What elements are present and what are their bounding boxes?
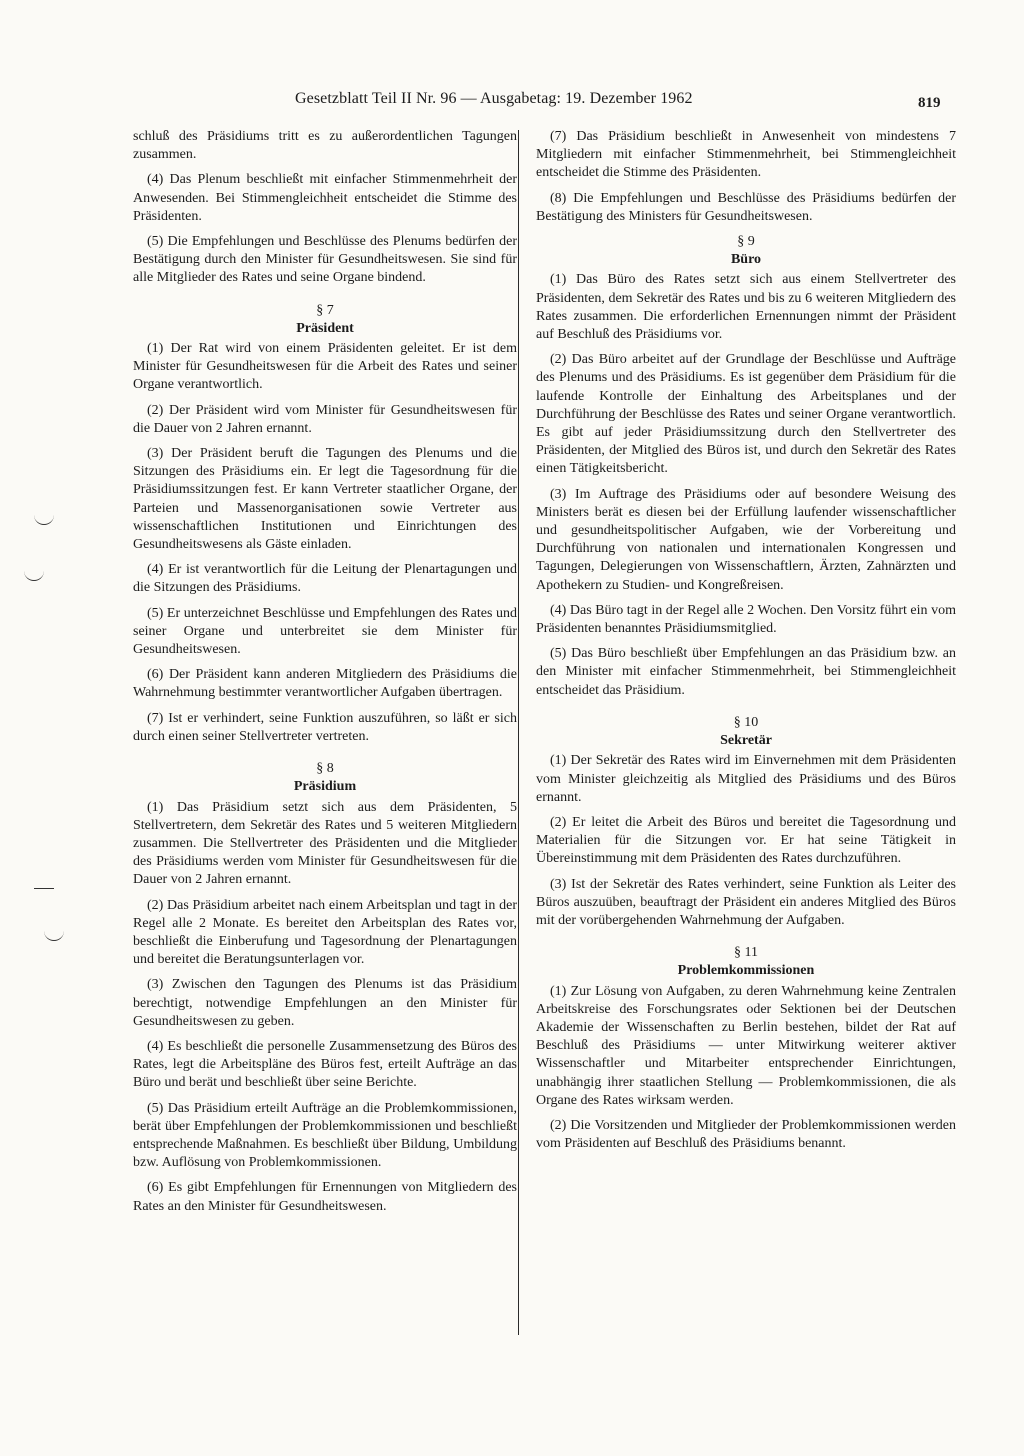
- paragraph: (2) Das Präsidium arbeitet nach einem Arbeitsplan und tagt in der Regel alle 2 Monate. Es bereitet den Arbeitsplan des Rates vor, beschließt die Einberufung und Tagesordnung der Plenartagungen und bereitet die Beratungsunterlagen vor.: [133, 897, 517, 968]
- section-title: Büro: [730, 252, 762, 268]
- paragraph: (2) Die Vorsitzenden und Mitglieder der Problemkommissionen werden vom Präsidenten auf Beschluß des Präsidiums benannt.: [536, 1117, 956, 1152]
- section-title: Problemkommissionen: [677, 963, 815, 979]
- paragraph: (3) Der Präsident beruft die Tagungen des Plenums und die Sitzungen des Präsidiums ein. Er legt die Tagesordnung für die Präsidiumssitzungen fest. Er kann Vertreter staatlicher Organe, der Parteien und Massenorganisationen sowie Vertreter aus wissenschaftlichen Institutionen und Einrichtungen des Gesundheitswesens als Gäste einladen.: [133, 446, 517, 553]
- paragraph: (5) Die Empfehlungen und Beschlüsse des Plenums bedürfen der Bestätigung durch den Minister für Gesundheitswesen. Sie sind für alle Mitglieder des Rates und seine Organe bindend.: [133, 234, 517, 286]
- paragraph: (4) Er ist verantwortlich für die Leitung der Plenartagungen und die Sitzungen des Präsidiums.: [133, 562, 517, 596]
- paragraph: (6) Es gibt Empfehlungen für Ernennungen von Mitgliedern des Rates an den Minister für Gesundheitswesen.: [133, 1180, 517, 1214]
- paragraph: (3) Ist der Sekretär des Rates verhindert, seine Funktion als Leiter des Büros auszuüben, beauftragt der Präsident ein anderes Mitglied des Büros mit der vorübergehenden Wahrnehmung der Aufgaben.: [536, 876, 956, 928]
- paragraph: (6) Der Präsident kann anderen Mitgliedern des Präsidiums die Wahrnehmung bestimmter verantwortlicher Aufgaben übertragen.: [133, 667, 517, 701]
- section-title: Präsidium: [293, 779, 357, 795]
- paragraph: (4) Das Plenum beschließt mit einfacher Stimmenmehrheit der Anwesenden. Bei Stimmengleichheit entscheidet die Stimme des Präsidenten.: [133, 172, 517, 224]
- section-number: § 8: [316, 761, 334, 777]
- paragraph: (3) Zwischen den Tagungen des Plenums ist das Präsidium berechtigt, notwendige Empfehlungen an den Minister für Gesundheitswesen zu geben.: [133, 977, 517, 1029]
- paragraph: (3) Im Auftrage des Präsidiums oder auf besondere Weisung des Ministers berät es diesen bei der Erfüllung laufender wissenschaftlicher und gesundheitspolitischer Aufgaben, wie der Vorbereitung und Durchführung von nationalen und internationalen Kongressen und Tagungen, Delegierungen von Wissenschaftlern, Ärzten, Zahnärzten und Apothekern zu Studien- und Kongreßreisen.: [536, 486, 956, 593]
- column-divider: [518, 130, 519, 1335]
- margin-mark: [34, 884, 54, 889]
- paragraph: (2) Das Büro arbeitet auf der Grundlage der Beschlüsse und Aufträge des Plenums und des Präsidiums. Es ist gegenüber dem Präsidium für die laufende Kontrolle der Einhaltung des Arbeitsplanes und der Durchführung der Beschlüsse des Rates und seiner Organe verantwortlich. Es gibt auf jeder Präsidiumssitzung durch den Stellvertreter des Präsidenten, der Mitglied des Büros ist, und durch den Sekretär des Rates einen Tätigkeitsbericht.: [536, 352, 956, 477]
- paragraph: schluß des Präsidiums tritt es zu außerordentlichen Tagungen zusammen.: [133, 129, 517, 163]
- section-number: § 11: [734, 945, 758, 961]
- paragraph: (1) Das Präsidium setzt sich aus dem Präsidenten, 5 Stellvertretern, dem Sekretär des Rates und 5 weiteren Mitgliedern zusammen. Die Stellvertreter des Präsidenten und die Mitglieder des Präsidiums werden vom Minister für Gesundheitswesen für die Dauer von 2 Jahren ernannt.: [133, 799, 517, 888]
- section-title: Sekretär: [720, 733, 772, 749]
- paragraph: (2) Der Präsident wird vom Minister für Gesundheitswesen für die Dauer von 2 Jahren ernannt.: [133, 402, 517, 436]
- left-column: [133, 128, 517, 1223]
- section-number: § 7: [316, 302, 334, 318]
- paragraph: (4) Es beschließt die personelle Zusammensetzung des Büros des Rates, legt die Arbeitspläne des Büros fest, erteilt Aufträge an das Büro und berät und beschließt über seine Berichte.: [133, 1038, 517, 1091]
- section-number: § 10: [733, 714, 759, 730]
- paragraph: (8) Die Empfehlungen und Beschlüsse des Präsidiums bedürfen der Bestätigung des Ministers für Gesundheitswesen.: [536, 190, 956, 224]
- paragraph: (1) Der Sekretär des Rates wird im Einvernehmen mit dem Präsidenten vom Minister gleichzeitig als Mitglied des Präsidiums und des Büros ernannt.: [536, 753, 956, 805]
- paragraph: (1) Das Büro des Rates setzt sich aus einem Stellvertreter des Präsidenten, dem Sekretär des Rates und bis zu 6 weiteren Mitgliedern des Rates zusammen. Die erforderlichen Ernennungen nimmt der Präsident auf Beschluß des Präsidiums vor.: [536, 272, 956, 343]
- page-number: 819: [918, 95, 941, 111]
- section-number: § 9: [737, 234, 755, 250]
- paragraph: (2) Er leitet die Arbeit des Büros und bereitet die Tagesordnung und Materialien für die Sitzungen vor. Er hat seine Tätigkeit in Übereinstimmung mit dem Präsidenten des Rates durchzuführen.: [536, 814, 956, 867]
- margin-mark: [44, 930, 64, 941]
- running-header: Gesetzblatt Teil II Nr. 96 — Ausgabetag: 19. Dezember 1962: [295, 90, 693, 107]
- margin-mark: [24, 570, 44, 581]
- section-title: Präsident: [296, 320, 354, 336]
- paragraph: (5) Das Büro beschließt über Empfehlungen an das Präsidium bzw. an den Minister mit einfacher Stimmenmehrheit, bei Stimmengleichheit entscheidet das Präsidium.: [536, 646, 956, 698]
- right-column: [536, 128, 956, 1160]
- paragraph: (7) Das Präsidium beschließt in Anwesenheit von mindestens 7 Mitgliedern mit einfacher Stimmenmehrheit, bei Stimmengleichheit entscheidet die Stimme des Präsidenten.: [536, 129, 956, 181]
- margin-mark: [34, 514, 54, 525]
- paragraph: (5) Das Präsidium erteilt Aufträge an die Problemkommissionen, berät über Empfehlungen der Problemkommissionen und beschließt entsprechende Maßnahmen. Es beschließt über Bildung, Umbildung bzw. Auflösung von Problemkommissionen.: [133, 1100, 517, 1171]
- paragraph: (7) Ist er verhindert, seine Funktion auszuführen, so läßt er sich durch einen seiner Stellvertreter vertreten.: [133, 710, 517, 744]
- paragraph: (5) Er unterzeichnet Beschlüsse und Empfehlungen des Rates und seiner Organe und unterbreitet sie dem Minister für Gesundheitswesen.: [133, 605, 517, 658]
- paragraph: (4) Das Büro tagt in der Regel alle 2 Wochen. Den Vorsitz führt ein vom Präsidenten benanntes Präsidiumsmitglied.: [536, 602, 956, 637]
- paragraph: (1) Der Rat wird von einem Präsidenten geleitet. Er ist dem Minister für Gesundheitswesen für die Arbeit des Rates und seiner Organe verantwortlich.: [133, 341, 517, 393]
- paragraph: (1) Zur Lösung von Aufgaben, zu deren Wahrnehmung keine Zentralen Arbeitskreise des Forschungsrates oder Sektionen bei der Deutschen Akademie der Wissenschaften zu Berlin bestehen, bildet der Rat auf Beschluß des Präsidiums — unter Mitwirkung weiterer aktiver Wissenschaftler und Mitarbeiter entsprechender Einrichtungen, unabhängig ihrer staatlichen Stellung — Problemkommissionen, die als Organe des Rates wirksam werden.: [536, 983, 956, 1108]
